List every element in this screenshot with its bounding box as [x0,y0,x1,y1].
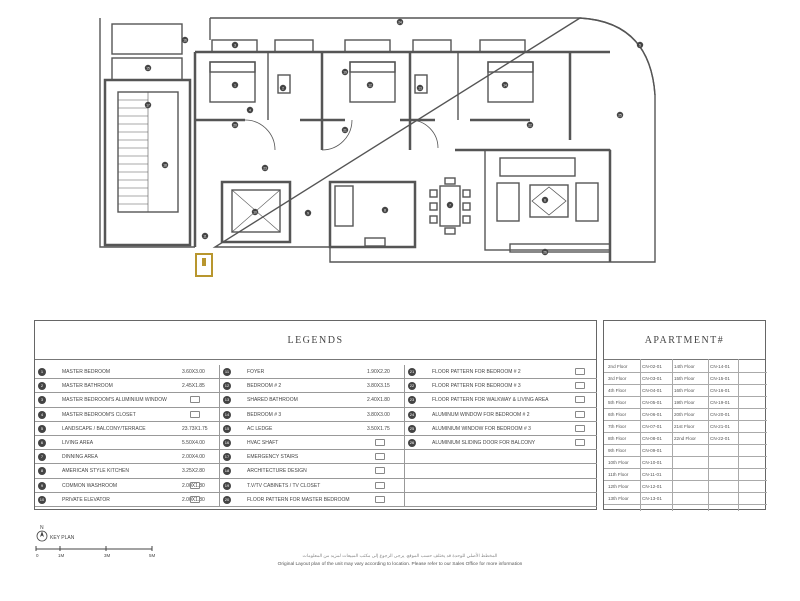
legend-symbol-icon [375,482,385,489]
room-marker-number: 2 [282,86,284,91]
legend-dimension: 5.50X4.00 [182,439,205,446]
unit-number: CN-22-01 [710,436,730,441]
legend-label: COMMON WASHROOM [62,482,118,489]
legend-row [35,365,219,379]
floor-label: 9th Floor [608,448,627,453]
legend-column [405,365,597,507]
legend-dimension: 3.80X3.00 [367,411,390,418]
apartment-panel [603,320,766,510]
legend-dimension: 3.25X2.80 [182,468,205,475]
disclaimer-arabic: المخطط الأصلي للوحدة قد يختلف حسب الموقع. يرجى الرجوع إلى مكتب المبيعات لمزيد من المعلومات [302,553,498,558]
unit-number: CN-13-01 [642,496,662,501]
legend-number-badge: 5 [38,425,46,433]
unit-number: CN-04-01 [642,388,662,393]
legend-row [220,479,404,493]
legend-column [220,365,405,507]
floor-label: 13th Floor [608,496,629,501]
room-marker-number: 5 [639,43,641,48]
floor-label: 8th Floor [608,436,627,441]
apartment-row [604,457,767,469]
legend-dimension: 23.73X1.75 [182,425,208,432]
room-marker-number: 9 [307,211,309,216]
legend-dimension: 3.50X1.75 [367,425,390,432]
room-marker-number: 17 [146,103,150,108]
legend-label: PRIVATE ELEVATOR [62,496,110,503]
legend-number-badge: 22 [409,383,415,389]
legend-number-badge: 25 [409,425,415,431]
legend-symbol-icon [575,396,585,403]
legend-row [35,408,219,422]
legend-row [220,450,404,464]
scale-mark-1: 1M [58,553,65,558]
legend-label: ALUMINIUM SLIDING DOOR FOR BALCONY [432,439,536,446]
legend-symbol-icon [575,382,585,389]
legend-symbol-icon [575,368,585,375]
legend-label: T.V/TV CABINETS / TV CLOSET [247,482,321,489]
unit-number: CN-11-01 [642,472,662,477]
unit-number: CN-02-01 [642,364,662,369]
unit-number: CN-09-01 [642,448,662,453]
legend-label: DINNING AREA [62,454,98,461]
room-marker-number: 23 [263,166,267,171]
room-marker-number: 1 [234,83,236,88]
legend-label: FLOOR PATTERN FOR MASTER BEDROOM [247,496,350,503]
room-marker-number: 19 [343,70,347,75]
legend-number-badge: 13 [224,397,230,403]
unit-number: CN-03-01 [642,376,662,381]
legend-number-badge: 11 [224,369,230,374]
unit-number: CN-05-01 [642,400,662,405]
room-marker-number: 14 [503,83,507,88]
unit-number: CN-10-01 [642,460,662,465]
legend-row [405,365,597,379]
legend-number-badge: 16 [224,439,230,445]
legend-number-badge: 19 [224,482,230,488]
legend-row [405,479,597,493]
disclaimer-english: Original Layout plan of the unit may vary according to location. Please refer to our Sales Office for more information [277,562,523,567]
legend-row [35,450,219,464]
legend-label: EMERGENCY STAIRS [247,454,299,461]
legend-label: FLOOR PATTERN FOR WALKWAY & LIVING AREA [432,397,549,404]
legend-number-badge: 10 [39,496,45,502]
room-marker-number: 21 [343,128,347,133]
legend-row [405,464,597,478]
legend-symbol-icon [575,439,585,446]
room-marker-number: 12 [368,83,372,88]
legend-number-badge: 23 [409,397,415,403]
floor-label: 7th Floor [608,424,627,429]
legend-symbol-icon [375,467,385,474]
legend-label: MASTER BEDROOM'S ALUMINIUM WINDOW [62,397,167,404]
legend-dimension: 3.80X3.15 [367,383,390,390]
legend-label: MASTER BEDROOM'S CLOSET [62,411,136,418]
unit-number: CN-07-01 [642,424,662,429]
floor-label: 15th Floor [674,376,695,381]
unit-number: CN-19-01 [710,400,730,405]
legend-number-badge: 17 [224,454,230,460]
room-marker-number: 7 [449,203,451,208]
legend-number-badge: 24 [409,411,415,417]
legend-symbol-icon [575,411,585,418]
room-marker-number: 24 [398,20,402,25]
legend-label: SHARED BATHROOM [247,397,298,404]
legend-dimension: 1.90X2.20 [367,369,390,375]
legend-row [220,493,404,507]
floor-label: 12th Floor [608,484,629,489]
legend-row [35,464,219,478]
floor-label: 21st Floor [674,424,695,429]
scale-mark-0: 0 [36,553,39,558]
legend-panel [34,320,597,510]
apartment-row [604,409,767,421]
room-marker-number: 18 [163,163,167,168]
unit-number: CN-16-01 [710,388,730,393]
legend-number-badge: 12 [224,383,230,389]
legend-column [35,365,220,507]
legend-row [220,464,404,478]
legend-dimension: 2.00X1.80 [182,496,205,503]
legend-row [35,393,219,407]
apartment-row [604,493,767,505]
legend-label: BEDROOM # 3 [247,411,282,418]
floor-label: 5th Floor [608,400,627,405]
legend-dimension: 2.40X1.80 [367,397,390,404]
legend-label: FLOOR PATTERN FOR BEDROOM # 2 [432,369,521,375]
unit-number: CN-06-01 [642,412,662,417]
floor-label: 2nd Floor [608,364,628,369]
apartment-row [604,433,767,445]
legend-row [220,393,404,407]
floor-label: 6th Floor [608,412,627,417]
room-marker-number: 13 [418,86,422,91]
legend-row [405,450,597,464]
unit-number: CN-20-01 [710,412,730,417]
scale-mark-2: 3M [104,553,111,558]
apartment-row [604,481,767,493]
key-plan-label: KEY PLAN [50,535,75,541]
legend-row [35,379,219,393]
room-marker-number: 3 [234,43,236,48]
legend-number-badge: 4 [38,411,46,419]
room-marker-number: 8 [384,208,386,213]
legend-row [220,436,404,450]
legend-number-badge: 18 [224,468,230,474]
legend-label: FOYER [247,369,265,375]
north-letter: N [40,525,44,531]
legend-symbol-icon [190,482,200,489]
apartment-row [604,361,767,373]
floor-label: 11th Floor [608,472,629,477]
legend-label: ALUMINUM WINDOW FOR BEDROOM # 2 [432,411,530,418]
legend-label: BEDROOM # 2 [247,383,282,390]
apartment-row [604,469,767,481]
legend-number-badge: 2 [38,382,46,390]
unit-number: CN-12-01 [642,484,662,489]
legend-row [220,379,404,393]
legend-symbol-icon [190,411,200,418]
legend-dimension: 2.45X1.85 [182,383,205,390]
legend-label: ALUMINIUM WINDOW FOR BEDROOM # 3 [432,425,531,432]
legend-row [220,422,404,436]
legend-label: AC LEDGE [247,425,273,432]
legend-symbol-icon [375,453,385,460]
legend-label: LANDSCAPE / BALCONY/TERRACE [62,425,146,432]
floor-label: 22nd Floor [674,436,696,441]
legend-row [35,479,219,493]
legend-number-badge: 20 [224,496,230,502]
room-marker-number: 10 [253,210,257,215]
floor-label: 4th Floor [608,388,627,393]
legend-number-badge: 15 [224,425,230,431]
legend-label: MASTER BEDROOM [62,369,111,375]
legend-symbol-icon [375,496,385,503]
apartment-row [604,373,767,385]
legend-row [405,493,597,507]
apartment-row [604,385,767,397]
room-marker-number: 15 [146,66,150,71]
legend-row [35,422,219,436]
legend-number-badge: 21 [409,369,415,374]
unit-number: CN-15-01 [710,376,730,381]
legend-label: HVAC SHAFT [247,439,279,446]
legend-row [405,422,597,436]
unit-number: CN-21-01 [710,424,730,429]
room-marker-number: 16 [183,38,187,43]
legend-dimension: 3.60X3.00 [182,369,205,375]
legend-row [405,436,597,450]
room-marker-number: 20 [233,123,237,128]
legend-number-badge: 14 [224,411,230,417]
legend-row [405,393,597,407]
floor-label: 20th Floor [674,412,695,417]
legend-number-badge: 3 [38,396,46,404]
floor-label: 19th Floor [674,400,695,405]
room-marker-number: 22 [528,123,532,128]
legend-symbol-icon [190,496,200,503]
legend-number-badge: 1 [38,368,46,376]
floor-label: 10th Floor [608,460,629,465]
unit-number: CN-08-01 [642,436,662,441]
legend-row [220,408,404,422]
legend-number-badge: 7 [38,453,46,461]
room-marker-number: 6 [544,198,546,203]
apartment-row [604,445,767,457]
apartment-title: APARTMENT# [644,335,725,346]
legend-number-badge: 6 [38,439,46,447]
legend-number-badge: 9 [38,482,46,490]
legend-symbol-icon [575,425,585,432]
legend-dimension: 2.00X4.00 [182,454,205,461]
room-marker-number: 11 [203,234,207,239]
legend-number-badge: 8 [38,467,46,475]
floor-label: 14th Floor [674,364,695,369]
legend-row [35,493,219,507]
unit-number: CN-14-01 [710,364,730,369]
legend-symbol-icon [375,439,385,446]
apartment-row [604,421,767,433]
scale-mark-3: 5M [149,553,156,558]
legend-label: ARCHITECTURE DESIGN [247,468,307,475]
floor-label: 3rd Floor [608,376,627,381]
legend-title: LEGENDS [287,335,344,346]
room-marker-number: 4 [249,108,251,113]
apartment-row [604,397,767,409]
legend-label: LIVING AREA [62,439,94,446]
floor-label: 16th Floor [674,388,695,393]
legend-label: AMERICAN STYLE KITCHEN [62,468,129,475]
legend-label: FLOOR PATTERN FOR BEDROOM # 3 [432,383,521,390]
legend-row [35,436,219,450]
legend-dimension: 2.00X1.80 [182,482,205,489]
legend-label: MASTER BATHROOM [62,383,113,390]
legend-row [405,408,597,422]
room-marker-number: 26 [543,250,547,255]
legend-row [405,379,597,393]
legend-row [220,365,404,379]
legend-symbol-icon [190,396,200,403]
legend-number-badge: 26 [409,439,415,445]
room-marker-number: 25 [618,113,622,118]
